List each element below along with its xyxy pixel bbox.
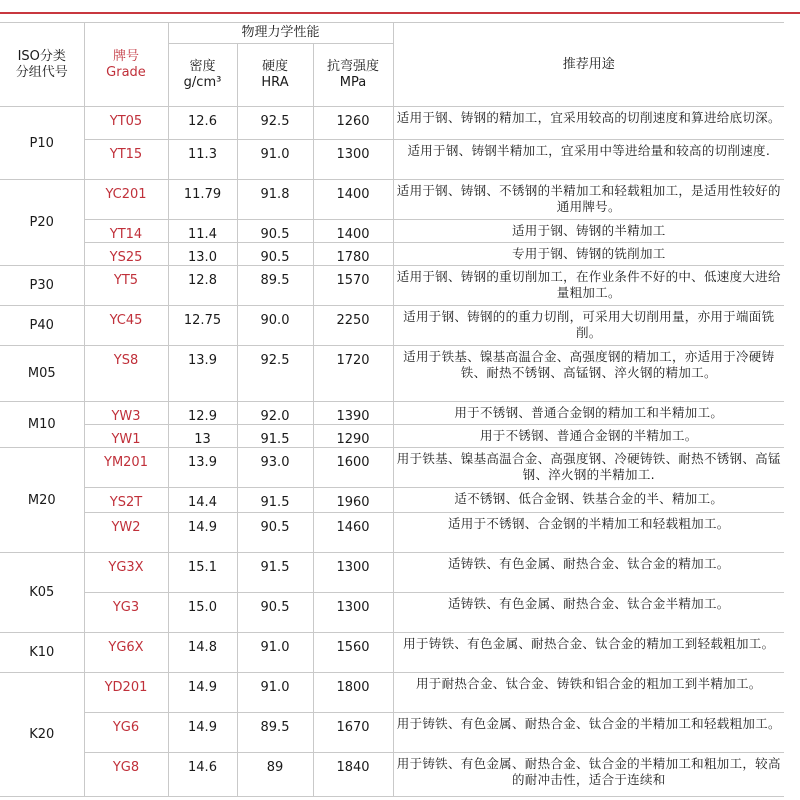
table-row [0, 673, 784, 713]
table-row [0, 593, 784, 633]
recommended-use-header: 推荐用途 [393, 23, 784, 107]
density-cell: 11.79 [168, 180, 237, 220]
hardness-cell: 89.5 [237, 713, 313, 753]
table-body [0, 107, 784, 797]
density-cell: 13.9 [168, 448, 237, 488]
strength-header: 抗弯强度 MPa [313, 44, 393, 107]
top-accent-line [0, 12, 800, 14]
strength-cell: 1800 [313, 673, 393, 713]
hardness-cell: 90.5 [237, 243, 313, 266]
grade-cell: YG8 [84, 753, 168, 797]
density-cell: 11.4 [168, 220, 237, 243]
hardness-cell: 92.5 [237, 107, 313, 140]
grade-cell: YG3 [84, 593, 168, 633]
hardness-cell: 90.0 [237, 306, 313, 346]
hardness-cell: 90.5 [237, 593, 313, 633]
hardness-cell: 91.0 [237, 140, 313, 180]
density-cell: 13.0 [168, 243, 237, 266]
strength-cell: 1600 [313, 448, 393, 488]
header-row-top [0, 23, 784, 44]
use-cell: 适用于钢、铸钢半精加工，宜采用中等进给量和较高的切削速度. [393, 140, 784, 180]
iso-code-cell: P30 [0, 266, 84, 306]
carbide-grade-table [0, 22, 784, 797]
strength-cell: 1570 [313, 266, 393, 306]
hardness-cell: 91.0 [237, 673, 313, 713]
grade-cell: YW1 [84, 425, 168, 448]
use-cell: 适用于铁基、镍基高温合金、高强度钢的精加工，亦适用于冷硬铸铁、耐热不锈钢、高锰钢、淬火钢的精加工。 [393, 346, 784, 402]
table-row [0, 633, 784, 673]
iso-code-cell: P40 [0, 306, 84, 346]
density-cell: 14.4 [168, 488, 237, 513]
iso-code-cell: P10 [0, 107, 84, 180]
iso-code-cell: P20 [0, 180, 84, 266]
table-row [0, 220, 784, 243]
hardness-cell: 91.5 [237, 488, 313, 513]
density-cell: 12.8 [168, 266, 237, 306]
grade-cell: YS8 [84, 346, 168, 402]
strength-cell: 1460 [313, 513, 393, 553]
grade-cell: YT5 [84, 266, 168, 306]
density-cell: 14.9 [168, 513, 237, 553]
density-cell: 13 [168, 425, 237, 448]
strength-cell: 1780 [313, 243, 393, 266]
grade-cell: YT15 [84, 140, 168, 180]
hardness-cell: 91.5 [237, 425, 313, 448]
table-row [0, 713, 784, 753]
table-row [0, 402, 784, 425]
hardness-cell: 92.5 [237, 346, 313, 402]
density-cell: 15.0 [168, 593, 237, 633]
use-cell: 适用于钢、铸钢的重切削加工，在作业条件不好的中、低速度大进给量粗加工。 [393, 266, 784, 306]
hardness-cell: 90.5 [237, 220, 313, 243]
table-row [0, 346, 784, 402]
strength-cell: 1720 [313, 346, 393, 402]
physical-properties-header: 物理力学性能 [168, 23, 393, 44]
table-row [0, 107, 784, 140]
density-cell: 12.9 [168, 402, 237, 425]
strength-cell: 1290 [313, 425, 393, 448]
strength-cell: 1960 [313, 488, 393, 513]
strength-cell: 1840 [313, 753, 393, 797]
hardness-cell: 89 [237, 753, 313, 797]
hardness-cell: 89.5 [237, 266, 313, 306]
use-cell: 用于铁基、镍基高温合金、高强度钢、冷硬铸铁、耐热不锈钢、高锰钢、淬火钢的半精加工. [393, 448, 784, 488]
grade-header: 牌号 Grade [84, 23, 168, 107]
use-cell: 适用于钢、铸钢的半精加工 [393, 220, 784, 243]
table-row [0, 306, 784, 346]
table-row [0, 243, 784, 266]
grade-cell: YG6X [84, 633, 168, 673]
iso-code-cell: M05 [0, 346, 84, 402]
table-row [0, 140, 784, 180]
iso-code-cell: K10 [0, 633, 84, 673]
table-row [0, 425, 784, 448]
hardness-cell: 93.0 [237, 448, 313, 488]
use-cell: 适用于钢、铸钢、不锈钢的半精加工和轻载粗加工，是适用性较好的通用牌号。 [393, 180, 784, 220]
table-row [0, 753, 784, 797]
strength-cell: 1390 [313, 402, 393, 425]
hardness-header: 硬度 HRA [237, 44, 313, 107]
density-cell: 12.75 [168, 306, 237, 346]
strength-cell: 1260 [313, 107, 393, 140]
table-row [0, 266, 784, 306]
strength-cell: 2250 [313, 306, 393, 346]
density-cell: 15.1 [168, 553, 237, 593]
grade-cell: YC201 [84, 180, 168, 220]
density-cell: 14.9 [168, 673, 237, 713]
grade-cell: YS2T [84, 488, 168, 513]
use-cell: 用于铸铁、有色金属、耐热合金、钛合金的半精加工和粗加工，较高的耐冲击性，适合于连续和 [393, 753, 784, 797]
strength-cell: 1300 [313, 553, 393, 593]
hardness-cell: 90.5 [237, 513, 313, 553]
use-cell: 用于铸铁、有色金属、耐热合金、钛合金的精加工到轻载粗加工。 [393, 633, 784, 673]
density-cell: 14.6 [168, 753, 237, 797]
use-cell: 用于耐热合金、钛合金、铸铁和铝合金的粗加工到半精加工。 [393, 673, 784, 713]
use-cell: 适用于钢、铸钢的精加工，宜采用较高的切削速度和算进给底切深。 [393, 107, 784, 140]
table-row [0, 180, 784, 220]
hardness-cell: 91.5 [237, 553, 313, 593]
strength-cell: 1560 [313, 633, 393, 673]
grade-cell: YG3X [84, 553, 168, 593]
hardness-cell: 91.0 [237, 633, 313, 673]
hardness-cell: 92.0 [237, 402, 313, 425]
grade-cell: YM201 [84, 448, 168, 488]
iso-code-cell: K05 [0, 553, 84, 633]
grade-cell: YD201 [84, 673, 168, 713]
use-cell: 用于不锈钢、普通合金钢的精加工和半精加工。 [393, 402, 784, 425]
grade-cell: YW3 [84, 402, 168, 425]
use-cell: 专用于钢、铸钢的铣削加工 [393, 243, 784, 266]
strength-cell: 1400 [313, 220, 393, 243]
grade-cell: YS25 [84, 243, 168, 266]
density-cell: 11.3 [168, 140, 237, 180]
density-header: 密度 g/cm³ [168, 44, 237, 107]
table-row [0, 513, 784, 553]
strength-cell: 1400 [313, 180, 393, 220]
use-cell: 适不锈钢、低合金钢、铁基合金的半、精加工。 [393, 488, 784, 513]
hardness-cell: 91.8 [237, 180, 313, 220]
strength-cell: 1670 [313, 713, 393, 753]
table-row [0, 448, 784, 488]
iso-code-cell: K20 [0, 673, 84, 797]
use-cell: 用于铸铁、有色金属、耐热合金、钛合金的半精加工和轻载粗加工。 [393, 713, 784, 753]
grade-cell: YT14 [84, 220, 168, 243]
strength-cell: 1300 [313, 140, 393, 180]
grade-cell: YW2 [84, 513, 168, 553]
use-cell: 适用于钢、铸钢的的重力切削，可采用大切削用量，亦用于端面铣削。 [393, 306, 784, 346]
table-row [0, 488, 784, 513]
iso-code-cell: M20 [0, 448, 84, 553]
iso-code-cell: M10 [0, 402, 84, 448]
strength-cell: 1300 [313, 593, 393, 633]
grade-cell: YC45 [84, 306, 168, 346]
grade-cell: YT05 [84, 107, 168, 140]
use-cell: 适铸铁、有色金属、耐热合金、钛合金的精加工。 [393, 553, 784, 593]
grade-cell: YG6 [84, 713, 168, 753]
density-cell: 14.9 [168, 713, 237, 753]
density-cell: 13.9 [168, 346, 237, 402]
table-row [0, 553, 784, 593]
use-cell: 适铸铁、有色金属、耐热合金、钛合金半精加工。 [393, 593, 784, 633]
density-cell: 12.6 [168, 107, 237, 140]
density-cell: 14.8 [168, 633, 237, 673]
use-cell: 适用于不锈钢、合金钢的半精加工和轻载粗加工。 [393, 513, 784, 553]
iso-group-header: ISO分类 分组代号 [0, 23, 84, 107]
use-cell: 用于不锈钢、普通合金钢的半精加工。 [393, 425, 784, 448]
